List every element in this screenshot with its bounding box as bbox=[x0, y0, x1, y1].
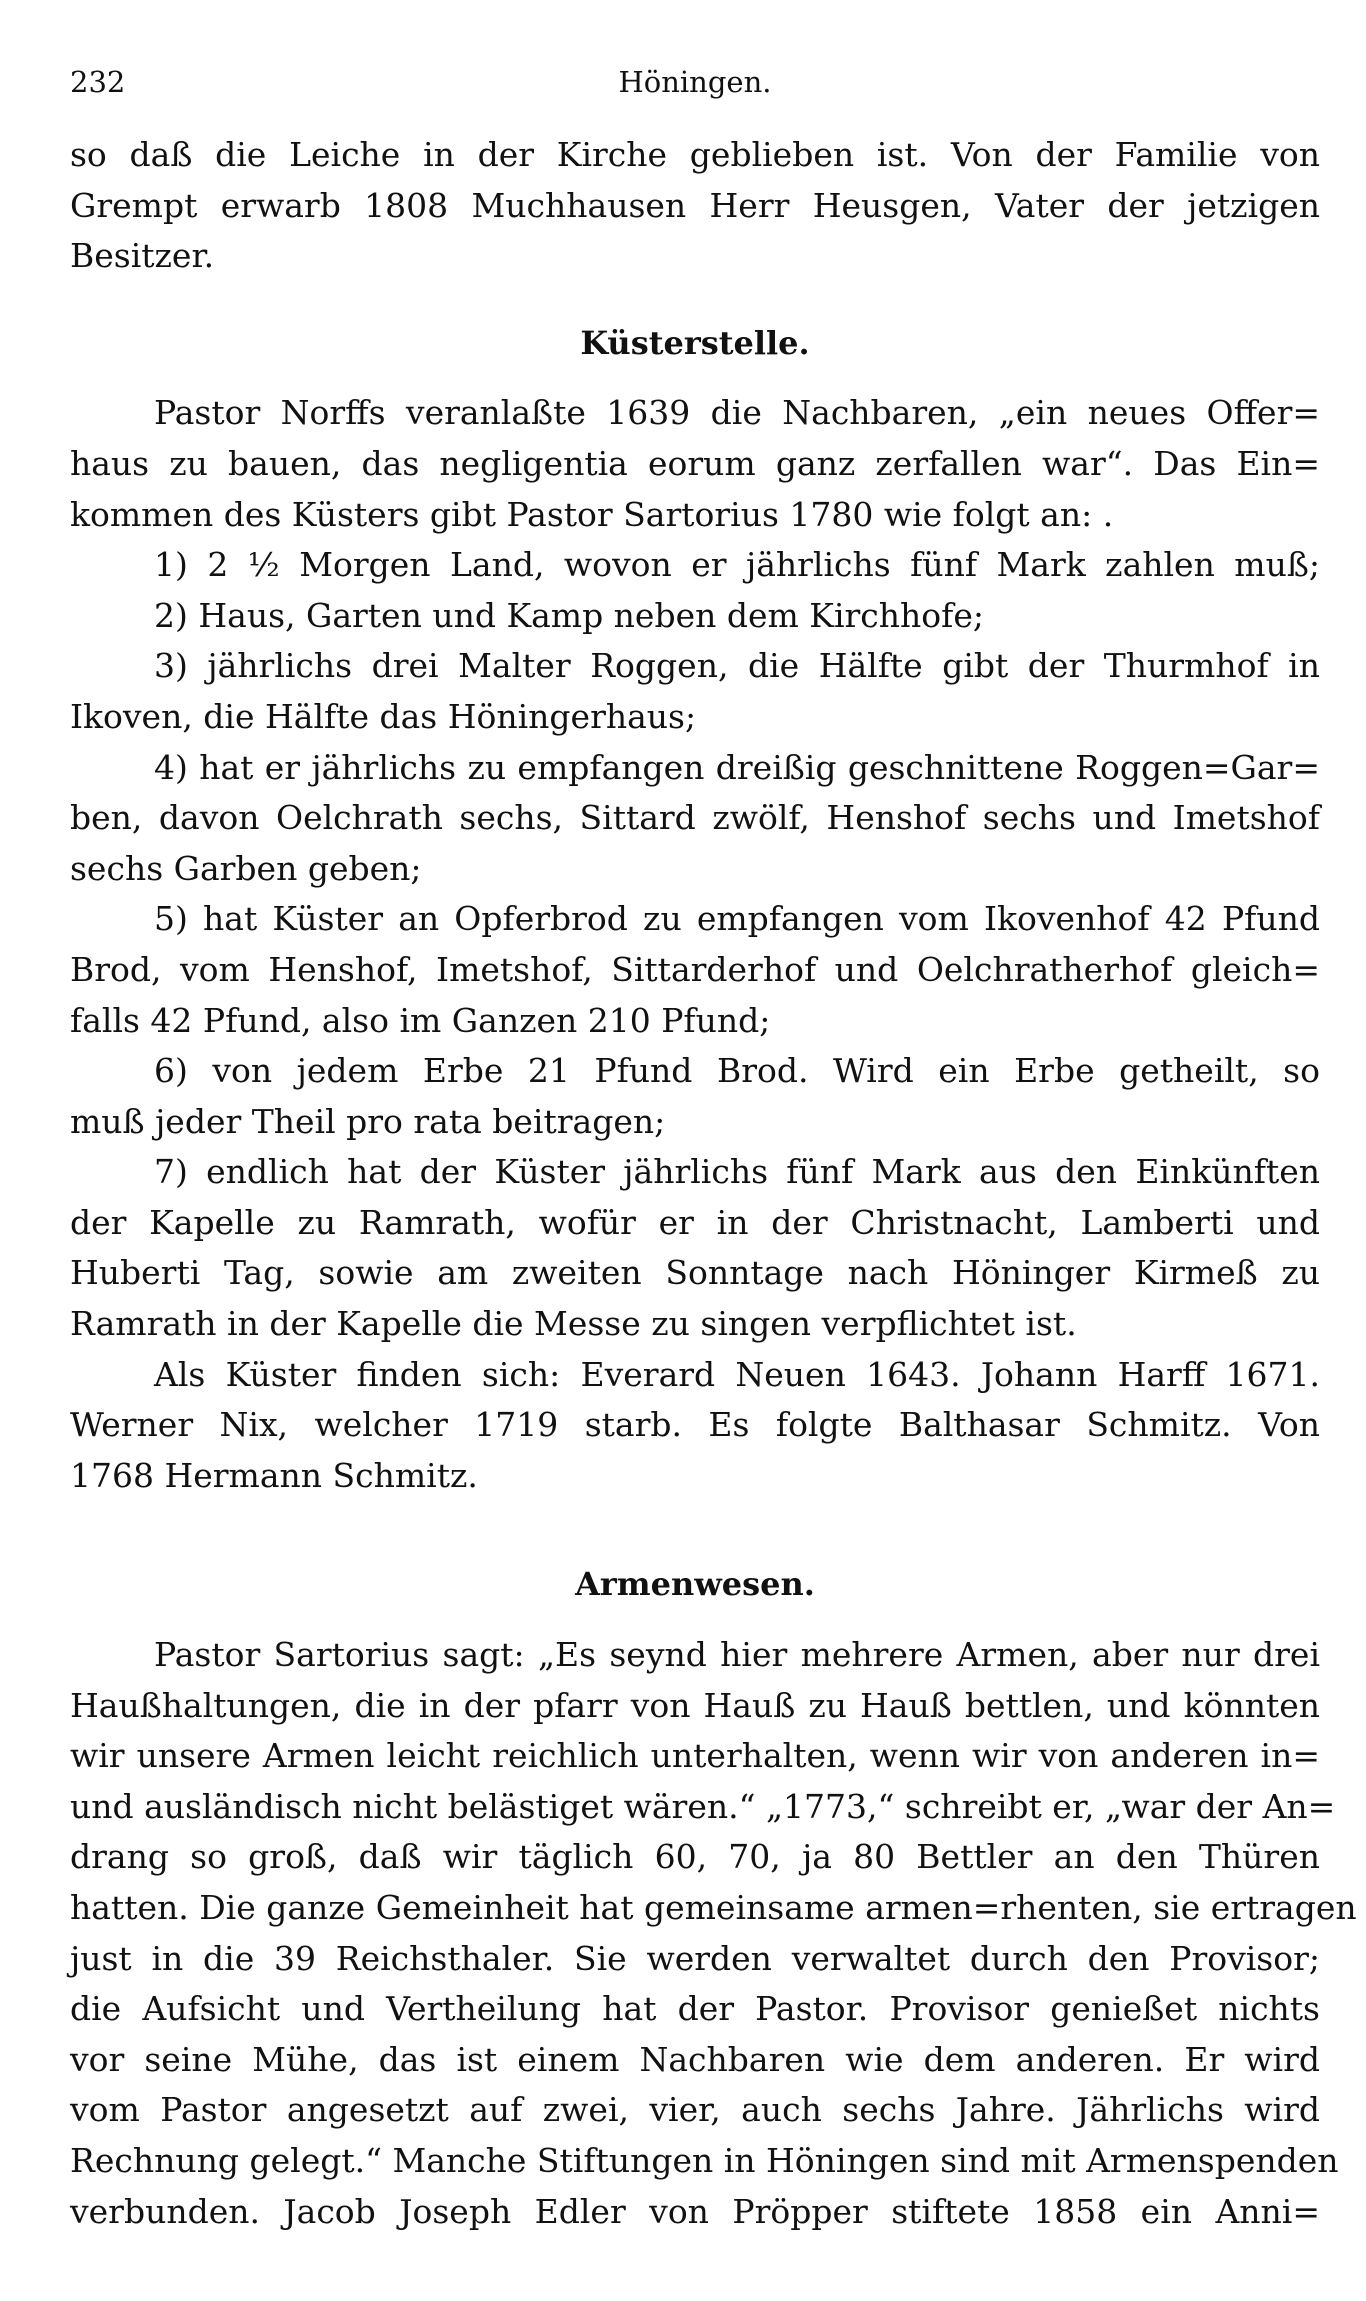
text-line: falls 42 Pfund, also im Ganzen 210 Pfund; bbox=[70, 1000, 771, 1040]
list-item-4: 4) hat er jährlichs zu empfangen dreißig geschnittene Roggen=Gar= bbox=[154, 747, 1320, 787]
text-line: ben, davon Oelchrath sechs, Sittard zwölf, Henshof sechs und Imetshof bbox=[70, 798, 1320, 838]
page-number: 232 bbox=[70, 65, 126, 99]
text-line: die Aufsicht und Vertheilung hat der Pastor. Provisor genießet nichts bbox=[70, 1989, 1320, 2029]
text-line: vor seine Mühe, das ist einem Nachbaren wie dem anderen. Er wird bbox=[70, 2039, 1320, 2079]
running-header bbox=[70, 62, 1320, 102]
text-line: Huberti Tag, sowie am zweiten Sonntage nach Höninger Kirmeß zu bbox=[70, 1253, 1320, 1293]
text-line: haus zu bauen, das negligentia eorum ganz zerfallen war“. Das Ein= bbox=[70, 443, 1320, 483]
text-line: Pastor Sartorius sagt: „Es seynd hier mehrere Armen, aber nur drei bbox=[154, 1635, 1320, 1675]
text-line: Haußhaltungen, die in der pfarr von Hauß zu Hauß bettlen, und könnten bbox=[70, 1685, 1320, 1725]
text-line: kommen des Küsters gibt Pastor Sartorius 1780 wie folgt an: . bbox=[70, 494, 1114, 534]
text-line: wir unsere Armen leicht reichlich unterhalten, wenn wir von anderen in= bbox=[70, 1736, 1320, 1776]
section-heading-armenwesen: Armenwesen. bbox=[575, 1565, 815, 1604]
list-item-6: 6) von jedem Erbe 21 Pfund Brod. Wird ein Erbe getheilt, so bbox=[154, 1051, 1320, 1091]
page-body bbox=[70, 130, 1357, 2237]
text-line: sechs Garben geben; bbox=[70, 848, 422, 888]
list-item-5: 5) hat Küster an Opferbrod zu empfangen vom Ikovenhof 42 Pfund bbox=[154, 899, 1320, 939]
text-line: muß jeder Theil pro rata beitragen; bbox=[70, 1101, 666, 1141]
list-item-1: 1) 2 ½ Morgen Land, wovon er jährlichs fünf Mark zahlen muß; bbox=[154, 545, 1320, 585]
text-line: verbunden. Jacob Joseph Edler von Pröpper stiftete 1858 ein Anni= bbox=[70, 2191, 1320, 2231]
text-line: Als Küster finden sich: Everard Neuen 1643. Johann Harff 1671. bbox=[154, 1354, 1320, 1394]
text-line: vom Pastor angesetzt auf zwei, vier, auch sechs Jahre. Jährlichs wird bbox=[70, 2090, 1320, 2130]
spacer bbox=[70, 1610, 1320, 1630]
text-line: just in die 39 Reichsthaler. Sie werden verwaltet durch den Provisor; bbox=[70, 1938, 1320, 1978]
text-line: so daß die Leiche in der Kirche geblieben ist. Von der Familie von bbox=[70, 135, 1320, 174]
text-line: Rechnung gelegt.“ Manche Stiftungen in Höningen sind mit Armenspenden bbox=[70, 2140, 1339, 2180]
spacer bbox=[70, 368, 1320, 388]
text-line: Pastor Norffs veranlaßte 1639 die Nachbaren, „ein neues Offer= bbox=[154, 393, 1320, 433]
text-line: Grempt erwarb 1808 Muchhausen Herr Heusgen, Vater der jetzigen bbox=[70, 185, 1320, 225]
list-item-2: 2) Haus, Garten und Kamp neben dem Kirchhofe; bbox=[154, 595, 984, 635]
text-line: 1768 Hermann Schmitz. bbox=[70, 1455, 478, 1495]
running-title: Höningen. bbox=[618, 65, 772, 99]
text-line: drang so groß, daß wir täglich 60, 70, ja 80 Bettler an den Thüren bbox=[70, 1837, 1320, 1877]
spacer bbox=[70, 282, 1320, 318]
text-line: Ramrath in der Kapelle die Messe zu singen verpflichtet ist. bbox=[70, 1304, 1077, 1344]
text-line: Besitzer. bbox=[70, 236, 215, 276]
section-heading-kuesterstelle: Küsterstelle. bbox=[580, 323, 810, 362]
text-line: und ausländisch nicht belästiget wären.“ „1773,“ schreibt er, „war der An= bbox=[70, 1786, 1336, 1826]
list-item-3: 3) jährlichs drei Malter Roggen, die Hälfte gibt der Thurmhof in bbox=[154, 646, 1320, 686]
spacer bbox=[70, 1501, 1320, 1559]
text-line: Ikoven, die Hälfte das Höningerhaus; bbox=[70, 696, 697, 736]
list-item-7: 7) endlich hat der Küster jährlichs fünf Mark aus den Einkünften bbox=[154, 1152, 1320, 1192]
text-line: Brod, vom Henshof, Imetshof, Sittarderhof und Oelchratherhof gleich= bbox=[70, 949, 1320, 989]
text-line: hatten. Die ganze Gemeinheit hat gemeinsame armen=rhenten, sie ertragen bbox=[70, 1888, 1357, 1927]
text-line: Werner Nix, welcher 1719 starb. Es folgte Balthasar Schmitz. Von bbox=[70, 1405, 1320, 1445]
text-line: der Kapelle zu Ramrath, wofür er in der Christnacht, Lamberti und bbox=[70, 1202, 1320, 1242]
